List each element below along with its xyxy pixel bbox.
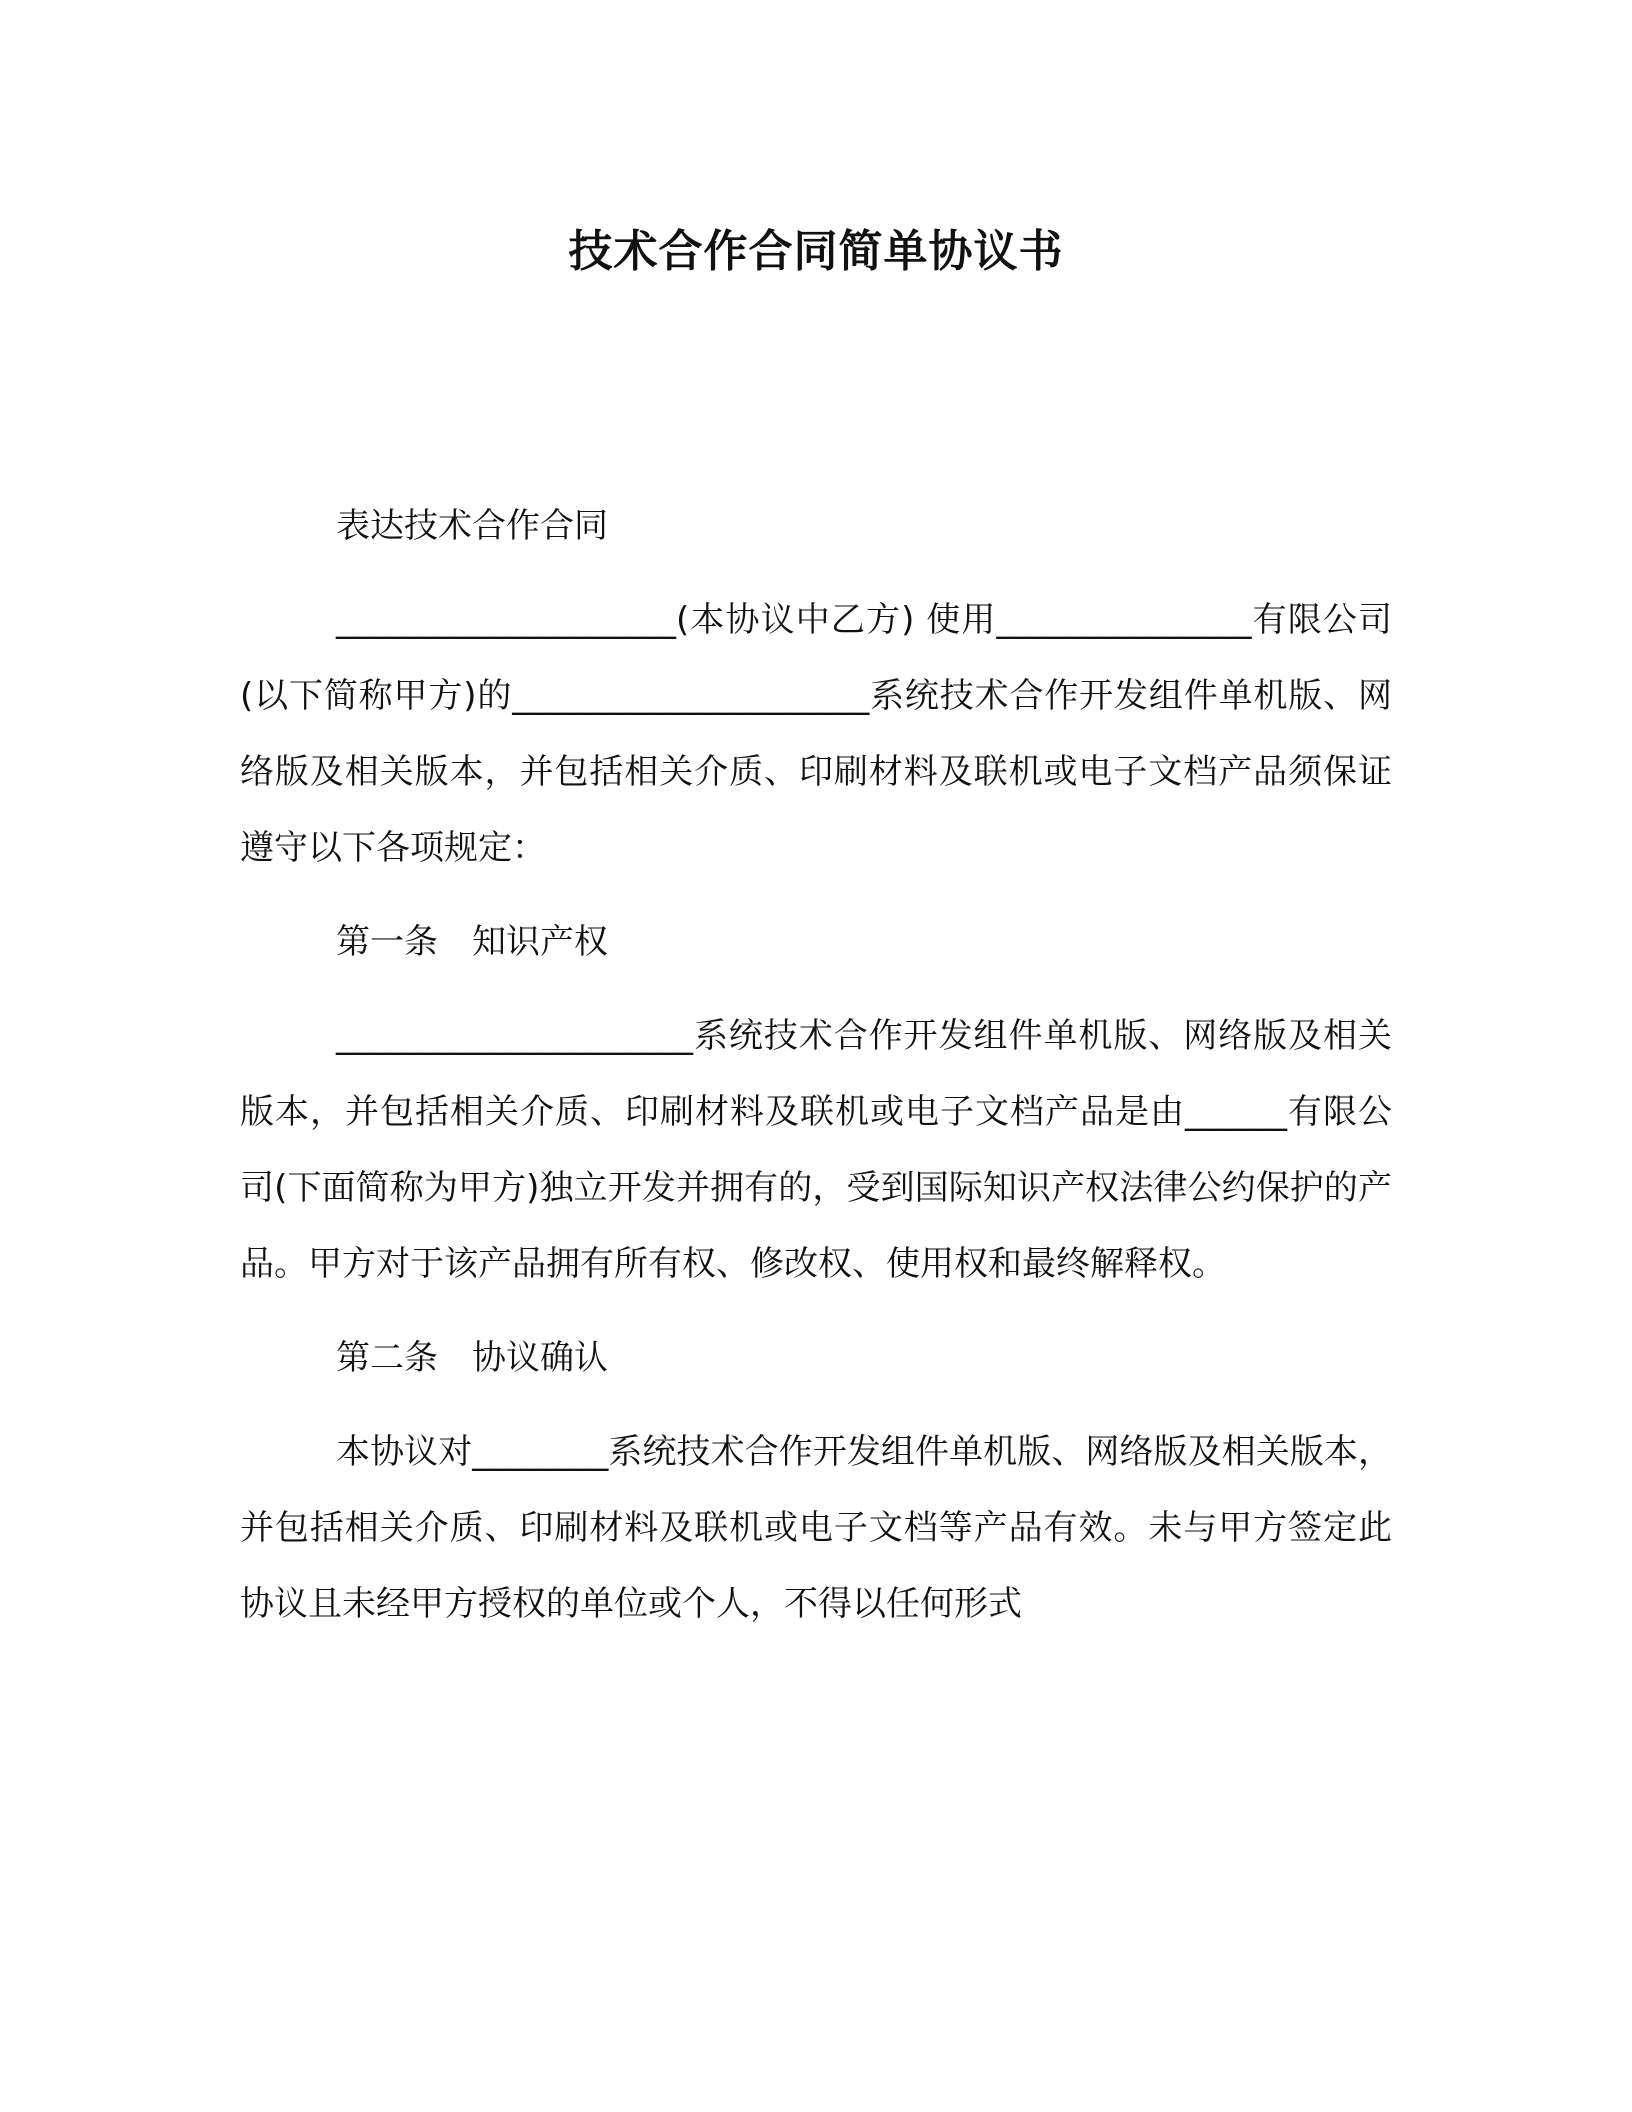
document-title: 技术合作合同简单协议书 — [568, 226, 1064, 277]
document-body — [240, 488, 1392, 1642]
article-1-body: _____________________系统技术合作开发组件单机版、网络版及相关版本，并包括相关介质、印刷材料及联机或电子文档产品是由______有限公司(下面简称为甲方)独立开发并拥有的，受到国际知识产权法律公约保护的产品。甲方对于该产品拥有所有权、修改权、使用权和最终解释权。 — [240, 1016, 1392, 1284]
paragraph-1: ____________________(本协议中乙方) 使用_______________有限公司(以下简称甲方)的_____________________系统技术合作开发组件单机版、网络版及相关版本，并包括相关介质、印刷材料及联机或电子文档产品须保证遵守以下各项规定： — [240, 600, 1392, 868]
intro-heading: 表达技术合作合同 — [336, 506, 608, 546]
article-1-heading: 第一条 知识产权 — [336, 922, 608, 962]
article-2-body: 本协议对________系统技术合作开发组件单机版、网络版及相关版本，并包括相关介质、印刷材料及联机或电子文档等产品有效。未与甲方签定此协议且未经甲方授权的单位或个人，不得以任何形式 — [240, 1432, 1392, 1624]
article-2-heading: 第二条 协议确认 — [336, 1338, 608, 1378]
